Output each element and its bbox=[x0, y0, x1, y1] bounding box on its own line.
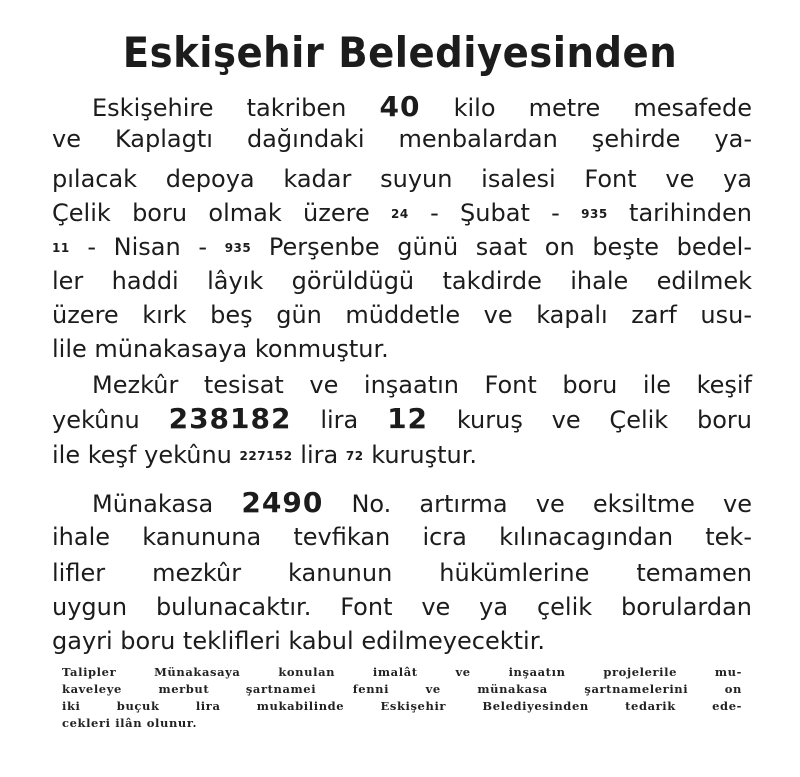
text-segment: ile keşf yekûnu bbox=[52, 441, 232, 469]
text-segment: - Nisan - bbox=[87, 233, 208, 261]
text-segment: - Şubat - bbox=[430, 199, 560, 227]
text-segment: kuruştur. bbox=[371, 441, 478, 469]
text-segment: lira bbox=[320, 406, 359, 434]
footnote-line: iki buçuk lira mukabilinde Eskişehir Belediyesinden tedarik ede- bbox=[62, 699, 742, 713]
text-segment: tarihinden bbox=[629, 199, 752, 227]
distance-number: 40 bbox=[379, 90, 421, 123]
end-day: 11 bbox=[52, 241, 70, 255]
text-segment: Eskişehire takriben bbox=[92, 94, 347, 122]
cast-iron-estimate-lira: 238182 bbox=[168, 402, 292, 435]
text-line bbox=[52, 404, 752, 435]
footnote-line: cekleri ilân olunur. bbox=[62, 716, 198, 730]
text-segment: kuruş ve Çelik boru bbox=[456, 406, 752, 434]
text-segment: Münakasa bbox=[92, 490, 214, 518]
start-day: 24 bbox=[391, 207, 409, 221]
text-line: lifler mezkûr kanunun hükümlerine temamen bbox=[52, 559, 752, 587]
steel-estimate-kurus: 72 bbox=[345, 449, 364, 463]
text-line: ler haddi lâyık görüldügü takdirde ihale edilmek bbox=[52, 267, 752, 295]
text-line: gayri boru teklifleri kabul edilmeyecektir. bbox=[52, 627, 545, 655]
text-line: ve Kaplagtı dağındaki menbalardan şehirde ya- bbox=[52, 125, 752, 153]
text-line bbox=[52, 198, 752, 229]
end-year: 935 bbox=[224, 241, 252, 255]
text-line: üzere kırk beş gün müddetle ve kapalı zarf usu- bbox=[52, 301, 752, 329]
text-line: lile münakasaya konmuştur. bbox=[52, 335, 389, 363]
text-line bbox=[92, 488, 752, 519]
start-year: 935 bbox=[581, 207, 608, 221]
law-number: 2490 bbox=[241, 486, 324, 519]
text-line: uygun bulunacaktır. Font ve ya çelik borulardan bbox=[52, 593, 752, 621]
text-segment: No. artırma ve eksiltme ve bbox=[351, 490, 752, 518]
text-segment: yekûnu bbox=[52, 406, 140, 434]
text-segment: Perşenbe günü saat on beşte bedel- bbox=[268, 233, 752, 261]
text-segment: lira bbox=[300, 441, 339, 469]
announcement-title: Eskişehir Belediyesinden bbox=[122, 28, 678, 77]
text-line: ihale kanununa tevfikan icra kılınacagından tek- bbox=[52, 523, 752, 551]
footnote-line: Talipler Münakasaya konulan imalât ve inşaatın projelerile mu- bbox=[62, 665, 742, 679]
text-line bbox=[92, 92, 752, 123]
steel-estimate-lira: 227152 bbox=[239, 449, 293, 463]
text-line bbox=[52, 232, 752, 263]
text-line: Mezkûr tesisat ve inşaatın Font boru ile keşif bbox=[92, 371, 752, 399]
text-line: pılacak depoya kadar suyun isalesi Font ve ya bbox=[52, 165, 752, 193]
footnote-line: kaveleye merbut şartnamei fenni ve münakasa şartnamelerini on bbox=[62, 682, 742, 696]
text-segment: kilo metre mesafede bbox=[453, 94, 752, 122]
text-line bbox=[52, 440, 752, 471]
text-segment: Çelik boru olmak üzere bbox=[52, 199, 370, 227]
cast-iron-estimate-kurus: 12 bbox=[387, 402, 429, 435]
